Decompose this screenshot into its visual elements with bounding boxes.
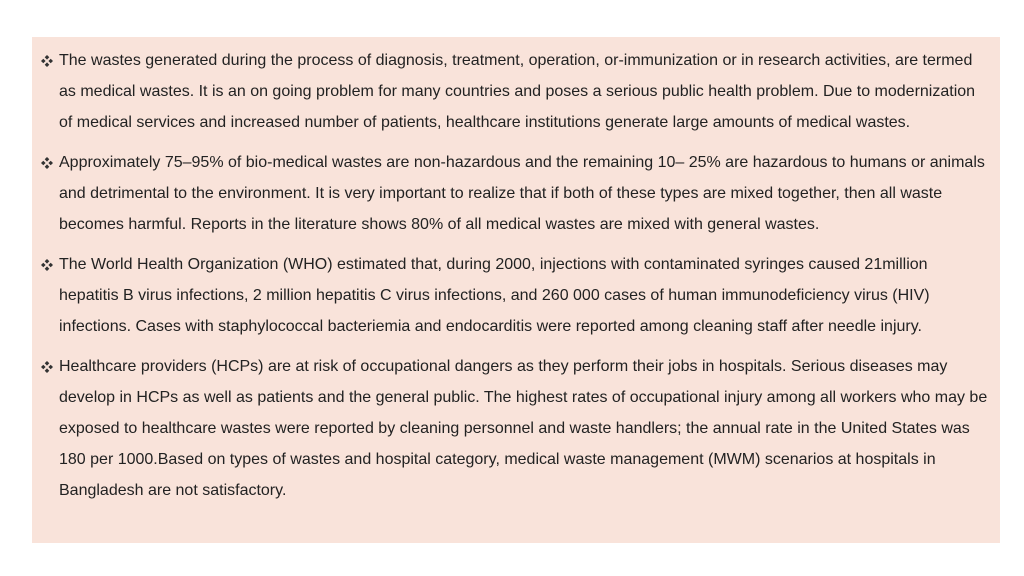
diamond-bullet-icon [40, 249, 54, 280]
bullet-item-hazardous-proportion [40, 147, 990, 240]
bullet-item-medical-wastes-definition [40, 45, 990, 138]
diamond-bullet-icon [40, 45, 54, 76]
diamond-bullet-icon [40, 147, 54, 178]
bullet-text: Healthcare providers (HCPs) are at risk of occupational dangers as they perform their jobs in hospitals. Serious diseases may develop in HCPs as well as patients and the general public. The highest rates of occupational injury among all workers who may be exposed to healthcare wastes were reported by cleaning personnel and waste handlers; the annual rate in the United States was 180 per 1000.Based on types of wastes and hospital category, medical waste management (MWM) scenarios at hospitals in Bangladesh are not satisfactory. [59, 358, 988, 499]
bullet-text: The World Health Organization (WHO) estimated that, during 2000, injections with contaminated syringes caused 21million hepatitis B virus infections, 2 million hepatitis C virus infections, and 260 000 cases of human immunodeficiency virus (HIV) infections. Cases with staphylococcal bacteriemia and endocarditis were reported among cleaning staff after needle injury. [59, 256, 930, 335]
bullet-item-who-estimate [40, 249, 990, 342]
diamond-bullet-icon [40, 351, 54, 382]
bullet-text: The wastes generated during the process of diagnosis, treatment, operation, or-immunization or in research activities, are termed as medical wastes. It is an on going problem for many countries and poses a serious public health problem. Due to modernization of medical services and increased number of patients, healthcare institutions generate large amounts of medical wastes. [59, 52, 976, 131]
content-box [32, 37, 1000, 543]
bullet-text: Approximately 75–95% of bio-medical wastes are non-hazardous and the remaining 10– 25% are hazardous to humans or animals and detrimental to the environment. It is very important to realize that if both of these types are mixed together, then all waste becomes harmful. Reports in the literature shows 80% of all medical wastes are mixed with general wastes. [59, 154, 985, 233]
bullet-item-healthcare-providers-risk [40, 351, 990, 506]
